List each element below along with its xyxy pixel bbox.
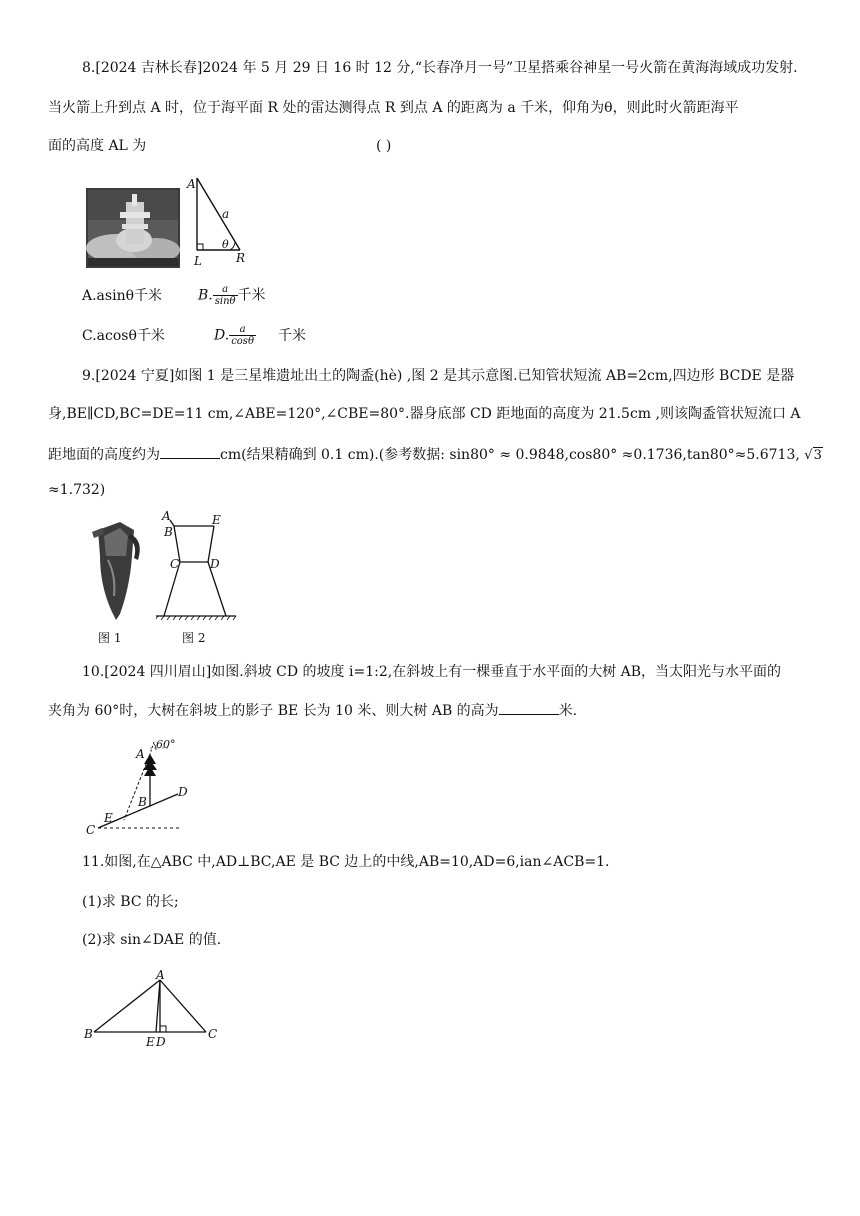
rocket-launch-photo (86, 188, 180, 268)
q10-label-C: C (86, 823, 96, 836)
q10-label-E: E (104, 811, 113, 825)
q8-label-A: A (187, 177, 196, 191)
q9-label-B: B (164, 525, 173, 539)
q9-schematic-figure (156, 508, 238, 628)
q8-label-a: a (222, 207, 230, 221)
q9-label-D: D (210, 557, 220, 571)
q9-line1: 9.[2024 宁夏]如图 1 是三星堆遗址出土的陶盉(hè) ,图 2 是其示意图.已知管状短流 AB=2cm,四边形 BCDE 是器 (82, 368, 795, 384)
q10-slope-figure (84, 736, 194, 836)
q11-part1: (1)求 BC 的长; (82, 894, 179, 910)
q9-line4: ≈1.732) (48, 482, 106, 498)
q11-part2: (2)求 sin∠DAE 的值. (82, 932, 222, 948)
q8-answer-paren: ( ) (376, 138, 392, 154)
q8-line1: 8.[2024 吉林长春]2024 年 5 月 29 日 16 时 12 分,“长春净月一号”卫星搭乘谷神星一号火箭在黄海海域成功发射. (82, 60, 798, 76)
pottery-photo (86, 516, 148, 628)
q9-label-C: C (170, 557, 180, 571)
q9-label-E: E (212, 513, 221, 527)
q11-label-E: E (146, 1035, 155, 1049)
q9-line3: 距地面的高度约为 cm(结果精确到 0.1 cm).(参考数据: sin80° ≈ 0.9848,cos80° ≈0.1736,tan80°≈5.6713, √3 (48, 444, 823, 466)
q8-line3: 面的高度 AL 为 (48, 138, 147, 154)
q11-label-C: C (208, 1027, 218, 1041)
q10-line2: 夹角为 60°时，大树在斜坡上的影子 BE 长为 10 米、则大树 AB 的高为 米. (48, 700, 577, 721)
fig1-caption: 图 1 (98, 631, 122, 645)
q8-option-a: A.asinθ千米 (82, 288, 163, 304)
q8-line2: 当火箭上升到点 A 时，位于海平面 R 处的雷达测得点 R 到点 A 的距离为 a 千米，仰角为θ，则此时火箭距海平 (48, 100, 739, 116)
q11-triangle-figure (82, 970, 232, 1052)
q10-label-D: D (178, 785, 188, 799)
q8-label-theta: θ (222, 238, 229, 251)
q11-line1: 11.如图,在△ABC 中,AD⊥BC,AE 是 BC 边上的中线,AB=10,AD=6,ian∠ACB=1. (82, 854, 610, 870)
q8-triangle-figure (184, 170, 254, 270)
q9-line2: 身,BE∥CD,BC=DE=11 cm,∠ABE=120°,∠CBE=80°.器身底部 CD 距地面的高度为 21.5cm ,则该陶盉管状短流口 A (48, 406, 801, 422)
q10-line1: 10.[2024 四川眉山]如图.斜坡 CD 的坡度 i=1:2,在斜坡上有一棵垂直于水平面的大树 AB，当太阳光与水平面的 (82, 664, 782, 680)
q11-label-A: A (156, 970, 165, 982)
q8-option-b: B. $\frac{a}{\sin\theta}$ 千米 (198, 284, 266, 307)
q9-label-A: A (162, 509, 171, 523)
fig2-caption: 图 2 (182, 631, 206, 645)
q11-label-D: D (156, 1035, 166, 1049)
q10-label-B: B (138, 795, 147, 809)
q8-option-d: D. $\frac{a}{\cos\theta}$ 千米 (214, 324, 306, 347)
q10-label-A: A (136, 747, 145, 761)
q11-label-B: B (84, 1027, 93, 1041)
q8-option-c: C.acosθ千米 (82, 328, 165, 344)
q10-label-angle: 60° (156, 738, 176, 751)
q8-label-L: L (194, 254, 202, 268)
q8-label-R: R (236, 251, 246, 265)
